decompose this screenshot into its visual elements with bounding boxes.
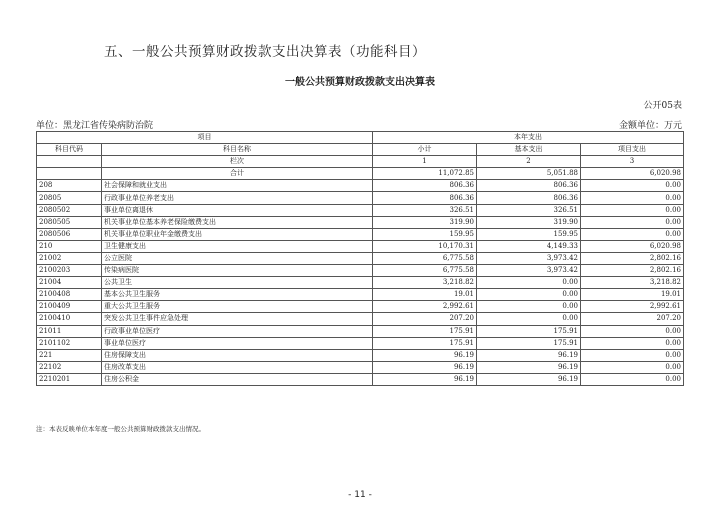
cell-code: 20805 bbox=[37, 192, 102, 204]
table-row bbox=[37, 313, 684, 325]
cell-subtotal: 175.91 bbox=[373, 325, 477, 337]
cell-basic: 159.95 bbox=[477, 228, 581, 240]
cell-basic: 0.00 bbox=[477, 313, 581, 325]
cell-subtotal: 806.36 bbox=[373, 180, 477, 192]
cell-code: 21002 bbox=[37, 252, 102, 264]
cell-project: 0.00 bbox=[581, 204, 684, 216]
header-group-row bbox=[37, 132, 684, 144]
header-code: 科目代码 bbox=[37, 144, 102, 156]
cell-name: 行政事业单位养老支出 bbox=[102, 192, 373, 204]
table-row bbox=[37, 192, 684, 204]
header-name: 科目名称 bbox=[102, 144, 373, 156]
cell-name: 事业单位离退休 bbox=[102, 204, 373, 216]
cell-basic: 0.00 bbox=[477, 301, 581, 313]
table-row bbox=[37, 301, 684, 313]
column-number-row bbox=[37, 156, 684, 168]
cell-basic: 3,973.42 bbox=[477, 265, 581, 277]
cell-basic: 0.00 bbox=[477, 289, 581, 301]
header-project: 项目支出 bbox=[581, 144, 684, 156]
cell-subtotal: 175.91 bbox=[373, 337, 477, 349]
cell-code: 208 bbox=[37, 180, 102, 192]
total-project: 6,020.98 bbox=[581, 168, 684, 180]
unit-label: 单位：黑龙江省传染病防治院 bbox=[36, 121, 154, 131]
cell-basic: 806.36 bbox=[477, 180, 581, 192]
cell-subtotal: 96.19 bbox=[373, 349, 477, 361]
cell-subtotal: 319.90 bbox=[373, 216, 477, 228]
table-row bbox=[37, 361, 684, 373]
cell-subtotal: 326.51 bbox=[373, 204, 477, 216]
column-number-empty bbox=[37, 156, 102, 168]
table-row bbox=[37, 349, 684, 361]
cell-basic: 96.19 bbox=[477, 349, 581, 361]
cell-name: 传染病医院 bbox=[102, 265, 373, 277]
cell-name: 事业单位医疗 bbox=[102, 337, 373, 349]
cell-basic: 3,973.42 bbox=[477, 252, 581, 264]
cell-code: 22102 bbox=[37, 361, 102, 373]
table-row bbox=[37, 240, 684, 252]
cell-project: 0.00 bbox=[581, 228, 684, 240]
cell-name: 卫生健康支出 bbox=[102, 240, 373, 252]
cell-project: 6,020.98 bbox=[581, 240, 684, 252]
table-row bbox=[37, 289, 684, 301]
cell-project: 0.00 bbox=[581, 192, 684, 204]
cell-code: 2100203 bbox=[37, 265, 102, 277]
cell-code: 2100408 bbox=[37, 289, 102, 301]
cell-code: 2080502 bbox=[37, 204, 102, 216]
cell-basic: 326.51 bbox=[477, 204, 581, 216]
form-number: 公开05表 bbox=[643, 101, 682, 111]
cell-basic: 175.91 bbox=[477, 337, 581, 349]
cell-project: 0.00 bbox=[581, 325, 684, 337]
cell-basic: 175.91 bbox=[477, 325, 581, 337]
cell-subtotal: 96.19 bbox=[373, 373, 477, 385]
table-row bbox=[37, 337, 684, 349]
cell-code: 21011 bbox=[37, 325, 102, 337]
total-label: 合计 bbox=[102, 168, 373, 180]
cell-name: 公共卫生 bbox=[102, 277, 373, 289]
table-row bbox=[37, 373, 684, 385]
column-number-3: 3 bbox=[581, 156, 684, 168]
cell-name: 住房公积金 bbox=[102, 373, 373, 385]
cell-basic: 4,149.33 bbox=[477, 240, 581, 252]
table-row bbox=[37, 204, 684, 216]
column-number-2: 2 bbox=[477, 156, 581, 168]
header-subtotal: 小计 bbox=[373, 144, 477, 156]
total-basic: 5,051.88 bbox=[477, 168, 581, 180]
cell-name: 重大公共卫生服务 bbox=[102, 301, 373, 313]
cell-project: 2,992.61 bbox=[581, 301, 684, 313]
header-item-group: 项目 bbox=[37, 132, 373, 144]
cell-project: 2,802.16 bbox=[581, 265, 684, 277]
cell-code: 2080505 bbox=[37, 216, 102, 228]
cell-subtotal: 2,992.61 bbox=[373, 301, 477, 313]
column-number-label: 栏次 bbox=[102, 156, 373, 168]
cell-code: 2080506 bbox=[37, 228, 102, 240]
cell-subtotal: 6,775.58 bbox=[373, 265, 477, 277]
cell-name: 住房改革支出 bbox=[102, 361, 373, 373]
cell-subtotal: 19.01 bbox=[373, 289, 477, 301]
cell-subtotal: 10,170.31 bbox=[373, 240, 477, 252]
table-note: 注：本表反映单位本年度一般公共预算财政拨款支出情况。 bbox=[36, 425, 205, 433]
cell-code: 221 bbox=[37, 349, 102, 361]
cell-basic: 96.19 bbox=[477, 373, 581, 385]
cell-name: 突发公共卫生事件应急处理 bbox=[102, 313, 373, 325]
cell-subtotal: 96.19 bbox=[373, 361, 477, 373]
header-column-row bbox=[37, 144, 684, 156]
cell-subtotal: 207.20 bbox=[373, 313, 477, 325]
cell-subtotal: 806.36 bbox=[373, 192, 477, 204]
cell-project: 0.00 bbox=[581, 216, 684, 228]
cell-project: 0.00 bbox=[581, 373, 684, 385]
cell-subtotal: 6,775.58 bbox=[373, 252, 477, 264]
cell-name: 基本公共卫生服务 bbox=[102, 289, 373, 301]
cell-code: 2100410 bbox=[37, 313, 102, 325]
cell-code: 2100409 bbox=[37, 301, 102, 313]
header-expense-group: 本年支出 bbox=[373, 132, 684, 144]
cell-name: 行政事业单位医疗 bbox=[102, 325, 373, 337]
cell-code: 2210201 bbox=[37, 373, 102, 385]
cell-project: 0.00 bbox=[581, 337, 684, 349]
cell-basic: 806.36 bbox=[477, 192, 581, 204]
column-number-1: 1 bbox=[373, 156, 477, 168]
cell-name: 机关事业单位职业年金缴费支出 bbox=[102, 228, 373, 240]
cell-project: 0.00 bbox=[581, 361, 684, 373]
cell-project: 19.01 bbox=[581, 289, 684, 301]
cell-basic: 0.00 bbox=[477, 277, 581, 289]
cell-subtotal: 159.95 bbox=[373, 228, 477, 240]
cell-code: 21004 bbox=[37, 277, 102, 289]
total-code-empty bbox=[37, 168, 102, 180]
total-subtotal: 11,072.85 bbox=[373, 168, 477, 180]
page-number: - 11 - bbox=[348, 490, 372, 500]
cell-name: 住房保障支出 bbox=[102, 349, 373, 361]
total-row bbox=[37, 168, 684, 180]
cell-project: 0.00 bbox=[581, 180, 684, 192]
table-row bbox=[37, 252, 684, 264]
cell-code: 210 bbox=[37, 240, 102, 252]
cell-project: 0.00 bbox=[581, 349, 684, 361]
cell-project: 2,802.16 bbox=[581, 252, 684, 264]
cell-code: 2101102 bbox=[37, 337, 102, 349]
table-title: 一般公共预算财政拨款支出决算表 bbox=[285, 77, 435, 88]
table-row bbox=[37, 180, 684, 192]
table-row bbox=[37, 277, 684, 289]
table-row bbox=[37, 265, 684, 277]
cell-name: 机关事业单位基本养老保险缴费支出 bbox=[102, 216, 373, 228]
table-row bbox=[37, 325, 684, 337]
cell-basic: 96.19 bbox=[477, 361, 581, 373]
cell-basic: 319.90 bbox=[477, 216, 581, 228]
cell-name: 社会保障和就业支出 bbox=[102, 180, 373, 192]
table-row bbox=[37, 216, 684, 228]
table-row bbox=[37, 228, 684, 240]
cell-subtotal: 3,218.82 bbox=[373, 277, 477, 289]
section-heading: 五、一般公共预算财政拨款支出决算表（功能科目） bbox=[104, 44, 426, 60]
cell-project: 207.20 bbox=[581, 313, 684, 325]
cell-project: 3,218.82 bbox=[581, 277, 684, 289]
expenditure-table bbox=[36, 131, 684, 386]
cell-name: 公立医院 bbox=[102, 252, 373, 264]
header-basic: 基本支出 bbox=[477, 144, 581, 156]
amount-unit: 金额单位：万元 bbox=[618, 121, 682, 131]
